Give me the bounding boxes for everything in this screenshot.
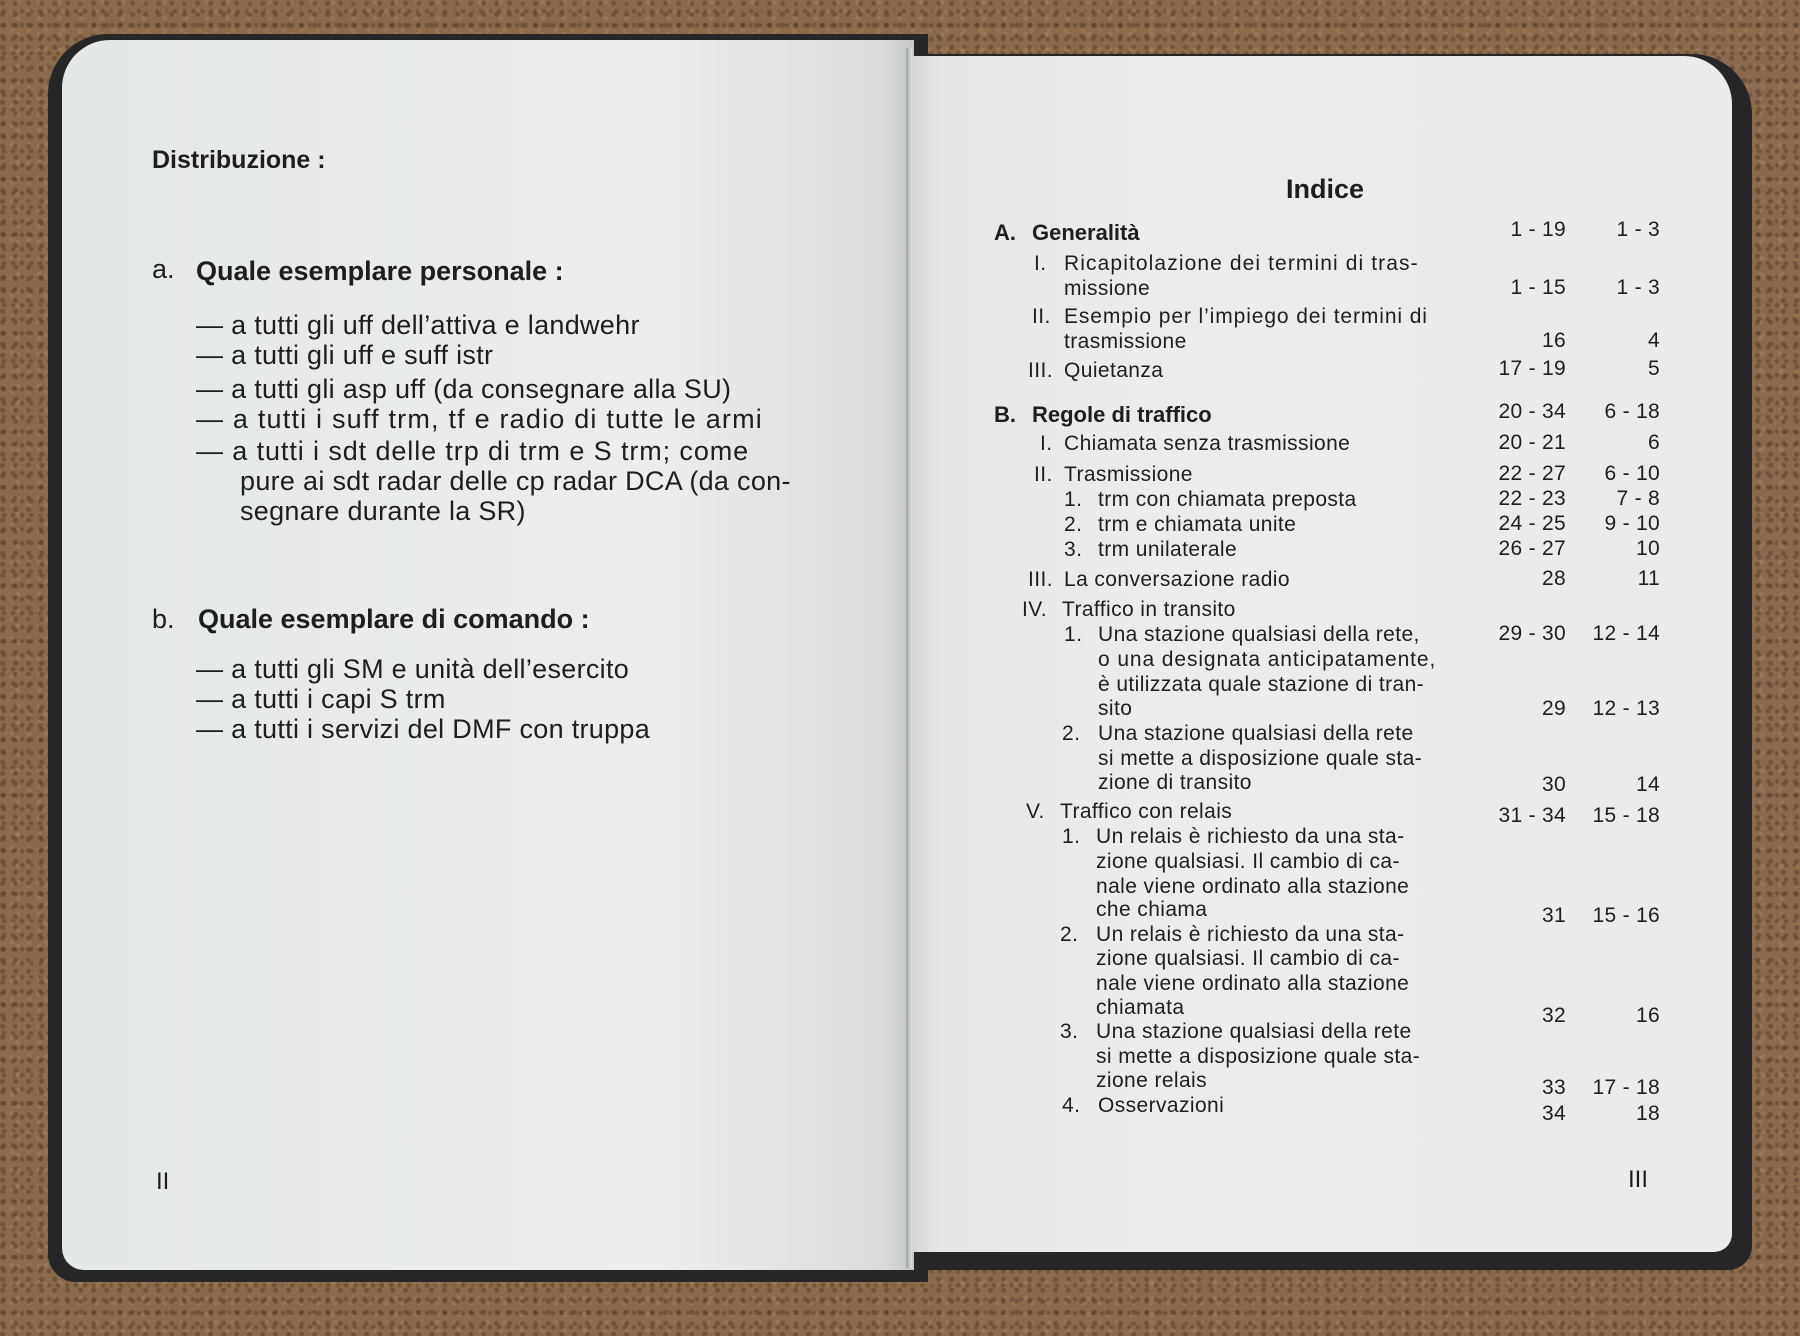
index-entry-text: Chiamata senza trasmissione [1064, 432, 1351, 455]
index-subentry-text: Un relais è richiesto da una sta- [1096, 923, 1405, 946]
section-a-title: Quale esemplare personale : [196, 256, 564, 286]
section-b-item: — a tutti i capi S trm [196, 684, 446, 714]
index-entry-label: I. [1040, 432, 1053, 455]
index-page-range: 10 [1636, 537, 1660, 560]
section-a-letter: a. [152, 254, 175, 284]
section-b-title: Quale esemplare di comando : [198, 604, 590, 634]
index-subentry-text: sito [1098, 697, 1133, 720]
section-a-item: — a tutti gli uff e suff istr [196, 340, 494, 370]
index-subentry-number: 1. [1064, 488, 1083, 511]
index-page-range: 12 - 13 [1592, 697, 1660, 720]
index-entry-text: La conversazione radio [1064, 568, 1290, 591]
index-entry-text: missione [1064, 277, 1151, 300]
page-number-right: III [1628, 1166, 1649, 1193]
index-entry-label: III. [1028, 568, 1053, 591]
index-entry-label: I. [1034, 252, 1047, 275]
index-subentry-number: 4. [1062, 1094, 1081, 1117]
index-section-label: A. [994, 220, 1016, 245]
index-entry-text: Traffico con relais [1060, 800, 1233, 823]
index-para-range: 17 - 19 [1498, 357, 1566, 380]
section-b-letter: b. [152, 604, 175, 634]
index-page-range: 12 - 14 [1592, 622, 1660, 645]
index-subentry-text: o una designata anticipatamente, [1098, 648, 1437, 671]
index-para-range: 20 - 34 [1498, 400, 1566, 423]
index-entry-text: Trasmissione [1064, 463, 1193, 486]
index-para-range: 26 - 27 [1498, 537, 1566, 560]
index-page-range: 18 [1636, 1102, 1660, 1125]
section-a-item: — a tutti gli asp uff (da consegnare alla SU) [196, 374, 732, 404]
index-entry-label: III. [1028, 359, 1053, 382]
index-page-range: 11 [1637, 567, 1660, 590]
index-subentry-text: nale viene ordinato alla stazione [1096, 875, 1410, 898]
index-para-range: 33 [1542, 1076, 1566, 1099]
index-section-label: B. [994, 402, 1016, 427]
index-page-range: 6 - 10 [1604, 462, 1660, 485]
index-subentry-text: zione qualsiasi. Il cambio di ca- [1096, 850, 1400, 873]
index-subentry-number: 1. [1062, 825, 1081, 848]
index-section-title: Generalità [1032, 220, 1140, 245]
index-subentry-text: trm e chiamata unite [1098, 513, 1297, 536]
index-page-range: 15 - 18 [1592, 804, 1660, 827]
index-page-range: 7 - 8 [1616, 487, 1660, 510]
index-page-range: 9 - 10 [1604, 512, 1660, 535]
index-para-range: 1 - 15 [1510, 276, 1566, 299]
section-a-item: — a tutti gli uff dell’attiva e landwehr [196, 310, 640, 340]
index-subentry-text: zione qualsiasi. Il cambio di ca- [1096, 947, 1400, 970]
index-subentry-text: che chiama [1096, 898, 1208, 921]
index-subentry-text: si mette a disposizione quale sta- [1096, 1045, 1421, 1068]
index-subentry-text: chiamata [1096, 996, 1185, 1019]
section-b-item: — a tutti i servizi del DMF con truppa [196, 714, 651, 744]
index-entry-label: V. [1026, 800, 1045, 823]
index-para-range: 1 - 19 [1510, 218, 1566, 241]
index-para-range: 32 [1542, 1004, 1566, 1027]
index-para-range: 16 [1542, 329, 1566, 352]
index-subentry-number: 1. [1064, 623, 1083, 646]
index-page-range: 17 - 18 [1592, 1076, 1660, 1099]
index-subentry-text: si mette a disposizione quale sta- [1098, 747, 1423, 770]
index-para-range: 30 [1542, 773, 1566, 796]
index-para-range: 22 - 27 [1498, 462, 1566, 485]
index-subentry-text: trm unilaterale [1098, 538, 1238, 561]
index-para-range: 24 - 25 [1498, 512, 1566, 535]
index-para-range: 31 - 34 [1498, 804, 1566, 827]
index-subentry-number: 2. [1062, 722, 1081, 745]
index-entry-label: II. [1032, 305, 1051, 328]
index-entry-text: Traffico in transito [1062, 598, 1236, 621]
book-spine-fold [906, 48, 912, 1268]
index-para-range: 28 [1542, 567, 1566, 590]
index-page-range: 1 - 3 [1616, 218, 1660, 241]
index-entry-text: Quietanza [1064, 359, 1164, 382]
page-number-left: II [156, 1168, 170, 1195]
index-subentry-text: è utilizzata quale stazione di tran- [1098, 673, 1425, 696]
distribution-heading: Distribuzione : [152, 146, 326, 174]
index-subentry-text: zione relais [1096, 1069, 1208, 1092]
index-page-range: 4 [1648, 329, 1660, 352]
index-entry-text: trasmissione [1064, 330, 1187, 353]
index-subentry-text: Osservazioni [1098, 1094, 1225, 1117]
index-subentry-text: zione di transito [1098, 771, 1252, 794]
index-para-range: 29 [1542, 697, 1566, 720]
index-subentry-text: Una stazione qualsiasi della rete [1096, 1020, 1412, 1043]
index-subentry-number: 2. [1064, 513, 1083, 536]
index-page-range: 5 [1648, 357, 1660, 380]
index-subentry-text: trm con chiamata preposta [1098, 488, 1357, 511]
index-page-range: 16 [1636, 1004, 1660, 1027]
index-title: Indice [1286, 174, 1365, 204]
index-page-range: 6 [1648, 431, 1660, 454]
index-subentry-number: 3. [1060, 1020, 1079, 1043]
index-subentry-text: nale viene ordinato alla stazione [1096, 972, 1410, 995]
index-page-range: 1 - 3 [1616, 276, 1660, 299]
index-para-range: 31 [1542, 904, 1566, 927]
section-a-item: — a tutti i sdt delle trp di trm e S trm; come [196, 436, 750, 466]
index-subentry-number: 3. [1064, 538, 1083, 561]
index-page-range: 6 - 18 [1604, 400, 1660, 423]
index-section-title: Regole di traffico [1032, 402, 1212, 427]
index-entry-label: IV. [1022, 598, 1047, 621]
index-para-range: 34 [1542, 1102, 1566, 1125]
index-subentry-text: Una stazione qualsiasi della rete, [1098, 623, 1420, 646]
index-subentry-text: Una stazione qualsiasi della rete [1098, 722, 1414, 745]
index-subentry-number: 2. [1060, 923, 1079, 946]
section-a-item-continuation: pure ai sdt radar delle cp radar DCA (da con- [240, 466, 791, 496]
index-entry-text: Esempio per l’impiego dei termini di [1064, 305, 1428, 328]
section-a-item: — a tutti i suff trm, tf e radio di tutte le armi [196, 404, 763, 434]
section-b-item: — a tutti gli SM e unità dell’esercito [196, 654, 630, 684]
index-entry-label: II. [1034, 463, 1053, 486]
index-entry-text: Ricapitolazione dei termini di tras- [1064, 252, 1419, 275]
index-para-range: 29 - 30 [1498, 622, 1566, 645]
index-para-range: 22 - 23 [1498, 487, 1566, 510]
index-subentry-text: Un relais è richiesto da una sta- [1096, 825, 1405, 848]
index-page-range: 14 [1636, 773, 1660, 796]
index-para-range: 20 - 21 [1498, 431, 1566, 454]
index-page-range: 15 - 16 [1592, 904, 1660, 927]
section-a-item-continuation: segnare durante la SR) [240, 496, 526, 526]
